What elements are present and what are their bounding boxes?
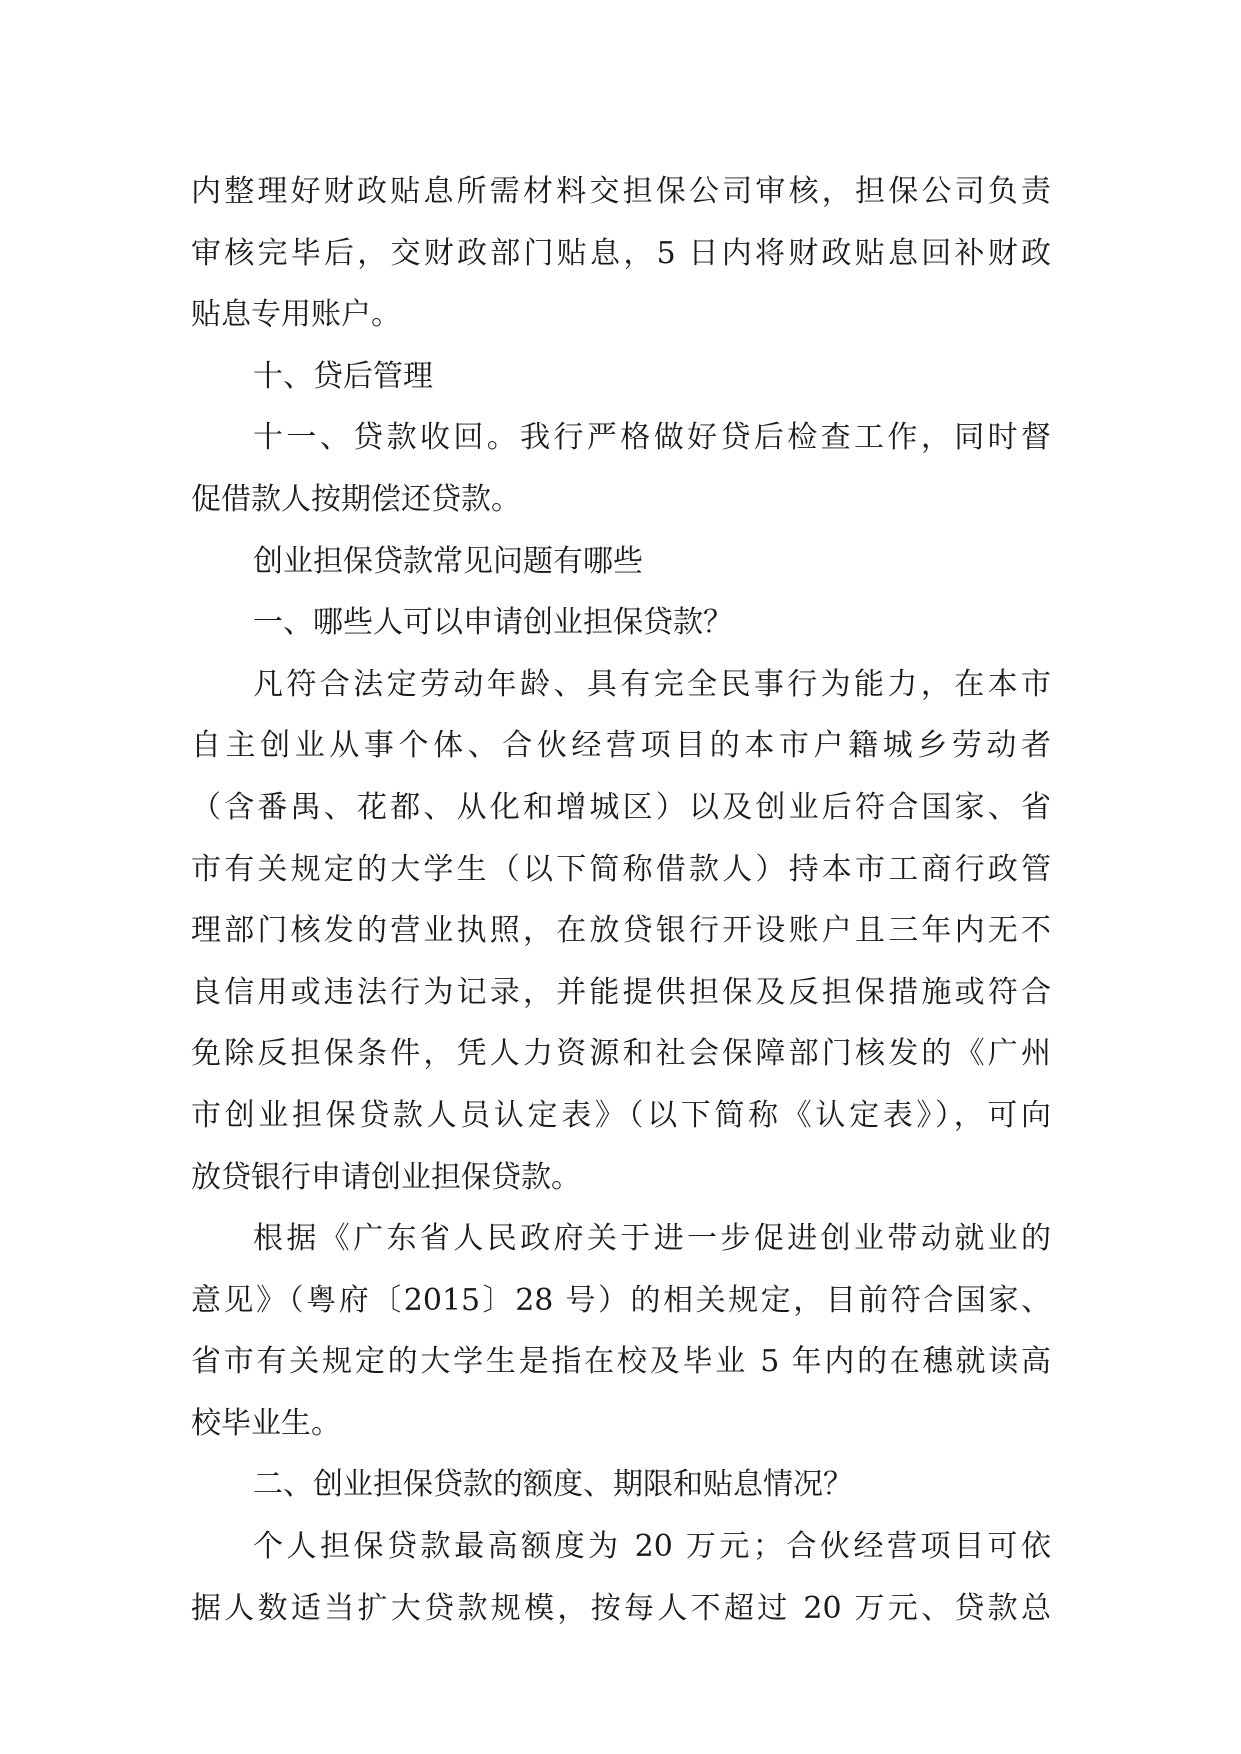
text-line: 根据《广东省人民政府关于进一步促进创业带动就业的 — [253, 1221, 1051, 1257]
document-body — [191, 161, 1051, 1639]
text-line: 理部门核发的营业执照，在放贷银行开设账户且三年内无不 — [191, 913, 1051, 949]
text-line: 内整理好财政贴息所需材料交担保公司审核，担保公司负责 — [191, 174, 1051, 209]
text-line: 校毕业生。 — [191, 1405, 341, 1441]
text-line: 凡符合法定劳动年龄、具有完全民事行为能力，在本市 — [253, 666, 1051, 702]
text-line: 免除反担保条件，凭人力资源和社会保障部门核发的《广州 — [191, 1036, 1051, 1072]
text-line: 一、哪些人可以申请创业担保贷款？ — [253, 605, 733, 641]
text-line: 个人担保贷款最高额度为 20 万元；合伙经营项目可依 — [253, 1529, 1051, 1565]
text-line: 市有关规定的大学生（以下简称借款人）持本市工商行政管 — [191, 851, 1051, 887]
text-line: 十一、贷款收回。我行严格做好贷后检查工作，同时督 — [253, 420, 1051, 456]
text-line: 促借款人按期偿还贷款。 — [191, 481, 521, 517]
text-line: 良信用或违法行为记录，并能提供担保及反担保措施或符合 — [191, 974, 1051, 1010]
text-line: 十、贷后管理 — [253, 358, 433, 394]
text-line: 创业担保贷款常见问题有哪些 — [253, 543, 643, 579]
text-line: 据人数适当扩大贷款规模，按每人不超过 20 万元、贷款总 — [191, 1590, 1051, 1626]
text-line: （含番禺、花都、从化和增城区）以及创业后符合国家、省 — [191, 789, 1051, 825]
text-line: 贴息专用账户。 — [191, 297, 401, 333]
text-line: 市创业担保贷款人员认定表》（以下简称《认定表》），可向 — [191, 1097, 1051, 1133]
text-line: 自主创业从事个体、合伙经营项目的本市户籍城乡劳动者 — [191, 728, 1051, 764]
text-line: 省市有关规定的大学生是指在校及毕业 5 年内的在穗就读高 — [191, 1344, 1051, 1380]
text-line: 审核完毕后，交财政部门贴息，5 日内将财政贴息回补财政 — [191, 235, 1051, 271]
text-line: 意见》（粤府〔2015〕28 号）的相关规定，目前符合国家、 — [191, 1282, 1051, 1318]
text-line: 放贷银行申请创业担保贷款。 — [191, 1159, 581, 1195]
text-line: 二、创业担保贷款的额度、期限和贴息情况？ — [253, 1467, 853, 1503]
